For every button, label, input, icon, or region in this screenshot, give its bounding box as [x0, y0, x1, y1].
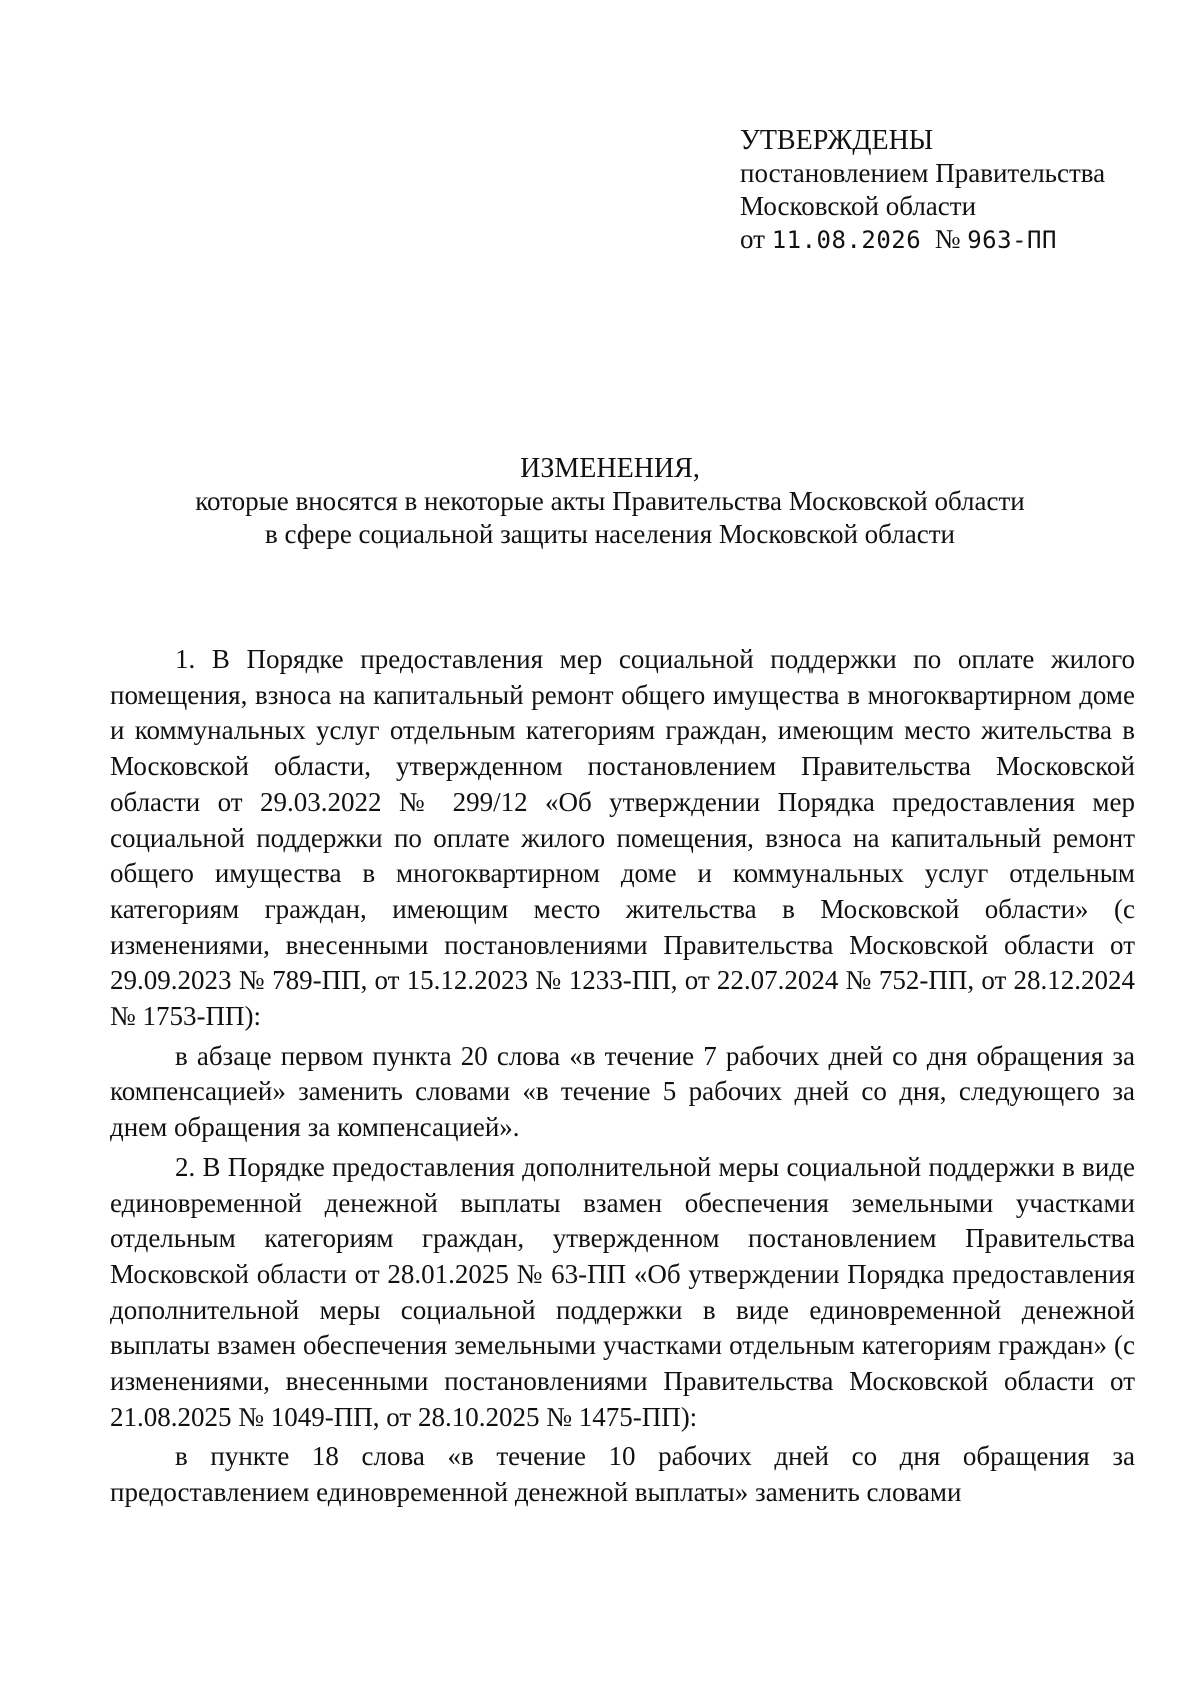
approval-number: 963-ПП [967, 226, 1057, 254]
paragraph-4: в пункте 18 слова «в течение 10 рабочих дней со дня обращения за предоставлением единовременной денежной выплаты» заменить словами [110, 1441, 1135, 1508]
title-line-2: в сфере социальной защиты населения Московской области [265, 519, 955, 549]
approval-line-1: постановлением Правительства [740, 158, 1106, 188]
approval-date-line [740, 223, 1105, 257]
document-title [110, 452, 1110, 551]
title-line-1: которые вносятся в некоторые акты Правительства Московской области [195, 486, 1025, 516]
paragraph-3: 2. В Порядке предоставления дополнительной меры социальной поддержки в виде единовременной денежной выплаты взамен обеспечения земельными участками отдельным категориям граждан, утвержденном постановлением Правительства Московской области от 28.01.2025 № 63-ПП «Об утверждении Порядка предоставления дополнительной меры социальной поддержки в виде единовременной денежной выплаты взамен обеспечения земельными участками отдельным категориям граждан» (с изменениями, внесенными постановлениями Правительства Московской области от 21.08.2025 № 1049-ПП, от 28.10.2025 № 1475-ПП): [110, 1151, 1135, 1432]
approval-from-label: от [740, 224, 765, 254]
paragraph-1: 1. В Порядке предоставления мер социальной поддержки по оплате жилого помещения, взноса на капитальный ремонт общего имущества в многоквартирном доме и коммунальных услуг отдельным категориям граждан, имеющим место жительства в Московской области, утвержденном постановлением Правительства Московской области от 29.03.2022 № 299/12 «Об утверждении Порядка предоставления мер социальной поддержки по оплате жилого помещения, взноса на капитальный ремонт общего имущества в многоквартирном доме и коммунальных услуг отдельным категориям граждан, имеющим место жительства в Московской области» (с изменениями, внесенными постановлениями Правительства Московской области от 29.09.2023 № 789-ПП, от 15.12.2023 № 1233-ПП, от 22.07.2024 № 752-ПП, от 28.12.2024 № 1753-ПП): [110, 644, 1135, 1032]
approval-heading: УТВЕРЖДЕНЫ [740, 125, 934, 156]
approval-date: 11.08.2026 [771, 226, 922, 254]
document-body [110, 642, 1135, 1511]
approval-stamp [740, 124, 1105, 257]
paragraph-2: в абзаце первом пункта 20 слова «в течение 7 рабочих дней со дня обращения за компенсацией» заменить словами «в течение 5 рабочих дней со дня, следующего за днем обращения за компенсацией». [110, 1040, 1135, 1143]
approval-number-label: № [934, 224, 961, 254]
approval-line-2: Московской области [740, 191, 977, 221]
title-heading: ИЗМЕНЕНИЯ, [520, 453, 700, 484]
